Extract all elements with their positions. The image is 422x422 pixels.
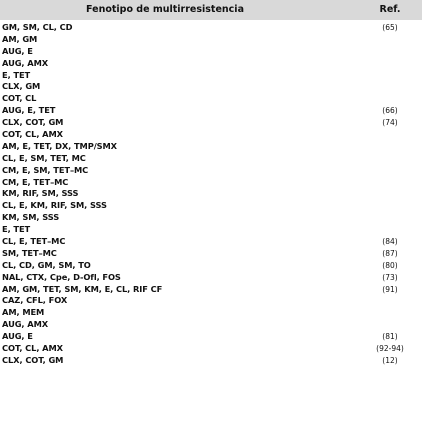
phenotype-cell: CLX, GM	[2, 81, 41, 92]
phenotype-cell: AM, E, TET, DX, TMP/SMX	[2, 140, 117, 151]
phenotype-cell: NAL, CTX, Cpe, D-Ofl, FOS	[2, 271, 121, 282]
table-row	[0, 70, 422, 82]
ref-cell: (81)	[382, 332, 398, 342]
phenotype-cell: AUG, AMX	[2, 57, 49, 68]
table-row	[0, 117, 422, 129]
table-row	[0, 129, 422, 141]
phenotype-cell: AUG, E	[2, 331, 33, 342]
table-row	[0, 248, 422, 260]
phenotype-cell: COT, CL	[2, 93, 37, 104]
table-row	[0, 331, 422, 343]
table-row	[0, 284, 422, 296]
table-row	[0, 153, 422, 165]
table-row	[0, 81, 422, 93]
phenotype-cell: AUG, E	[2, 45, 33, 56]
table-row	[0, 177, 422, 189]
phenotype-cell: CM, E, SM, TET–MC	[2, 164, 89, 175]
table-row	[0, 272, 422, 284]
table-body	[0, 22, 422, 367]
ref-cell: (84)	[382, 237, 398, 247]
phenotype-cell: AUG, AMX	[2, 319, 49, 330]
table-row	[0, 319, 422, 331]
table-row	[0, 295, 422, 307]
table-header	[0, 0, 422, 20]
phenotype-cell: CL, E, KM, RIF, SM, SSS	[2, 200, 107, 211]
phenotype-cell: AM, MEM	[2, 307, 45, 318]
table-row	[0, 236, 422, 248]
table-row	[0, 105, 422, 117]
phenotype-cell: AM, GM, TET, SM, KM, E, CL, RIF CF	[2, 283, 163, 294]
phenotype-cell: SM, TET–MC	[2, 247, 57, 258]
table-row	[0, 212, 422, 224]
table-row	[0, 260, 422, 272]
phenotype-cell: E, TET	[2, 224, 31, 235]
phenotype-cell: CAZ, CFL, FOX	[2, 295, 68, 306]
ref-cell: (91)	[382, 284, 398, 294]
table-row	[0, 343, 422, 355]
table-row	[0, 46, 422, 58]
table-row	[0, 200, 422, 212]
phenotype-cell: AM, GM	[2, 33, 38, 44]
ref-cell: (92-94)	[376, 344, 404, 354]
table-row	[0, 307, 422, 319]
ref-cell: (66)	[382, 106, 398, 116]
ref-column-header: Ref.	[379, 4, 401, 15]
table-row	[0, 141, 422, 153]
phenotype-cell: COT, CL, AMX	[2, 129, 63, 140]
phenotype-cell: CM, E, TET–MC	[2, 176, 69, 187]
phenotype-cell: KM, RIF, SM, SSS	[2, 188, 79, 199]
phenotype-column-header: Fenotipo de multirresistencia	[86, 4, 244, 15]
table-row	[0, 355, 422, 367]
table-row	[0, 34, 422, 46]
phenotype-cell: CL, CD, GM, SM, TO	[2, 259, 91, 270]
table-row	[0, 93, 422, 105]
phenotype-cell: CL, E, SM, TET, MC	[2, 152, 86, 163]
ref-cell: (87)	[382, 248, 398, 258]
phenotype-cell: GM, SM, CL, CD	[2, 22, 73, 32]
phenotype-cell: CLX, COT, GM	[2, 117, 64, 128]
ref-cell: (73)	[382, 272, 398, 282]
phenotype-cell: E, TET	[2, 69, 31, 80]
ref-cell: (65)	[382, 23, 398, 32]
ref-cell: (12)	[382, 355, 398, 365]
phenotype-cell: CL, E, TET–MC	[2, 236, 66, 247]
table-row	[0, 165, 422, 177]
phenotype-cell: COT, CL, AMX	[2, 343, 63, 354]
table-row	[0, 224, 422, 236]
phenotype-cell: KM, SM, SSS	[2, 212, 60, 223]
table-row	[0, 58, 422, 70]
ref-cell: (74)	[382, 118, 398, 128]
ref-cell: (80)	[382, 260, 398, 270]
table-row	[0, 22, 422, 34]
table-row	[0, 188, 422, 200]
phenotype-cell: AUG, E, TET	[2, 105, 56, 116]
phenotype-cell: CLX, COT, GM	[2, 354, 64, 365]
